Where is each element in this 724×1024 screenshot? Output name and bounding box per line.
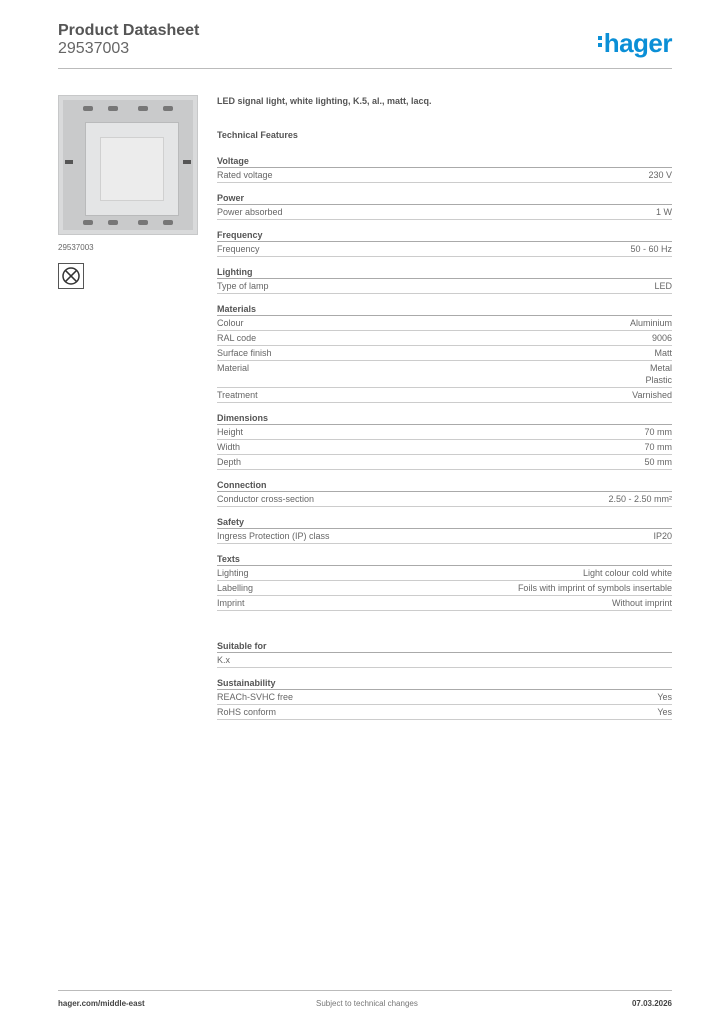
spec-value: 70 mm [644,442,672,452]
spec-row [217,361,672,388]
logo-text: hager [603,28,672,58]
spec-row [217,566,672,581]
section-title: Power [217,192,672,205]
technical-content [217,96,672,729]
spec-label: Width [217,442,241,452]
mounting-plate [63,100,193,230]
page-footer [58,990,672,1015]
footer-website-link[interactable]: hager.com/middle-east [58,999,145,1008]
spec-row [217,388,672,403]
spec-label: Labelling [217,583,254,593]
section-title: Materials [217,303,672,316]
spec-row [217,205,672,220]
section-title: Safety [217,516,672,529]
image-caption: 29537003 [58,243,94,252]
section-sustainability [217,677,672,720]
spec-label: Colour [217,318,244,328]
signal-light-frame [85,122,179,216]
spec-value: Aluminium [629,318,672,328]
spec-label: Power absorbed [217,207,283,217]
section-lighting [217,266,672,294]
spec-row [217,440,672,455]
section-suitable-for [217,640,672,668]
section-power [217,192,672,220]
spec-row [217,331,672,346]
spec-value: Without imprint [611,598,672,608]
section-title: Suitable for [217,640,672,653]
spec-row [217,316,672,331]
spec-row [217,492,672,507]
spec-label: Conductor cross-section [217,494,315,504]
section-title: Frequency [217,229,672,242]
spec-value: LED [654,281,672,291]
spec-row [217,596,672,611]
spec-value: Matt [654,348,672,358]
spec-row [217,529,672,544]
spec-value: Varnished [632,390,672,400]
section-title: Sustainability [217,677,672,690]
spec-label: Lighting [217,568,249,578]
spec-value: 50 - 60 Hz [630,244,672,254]
spec-value: 50 mm [644,457,672,467]
spec-value: IP20 [653,531,672,541]
footer-date: 07.03.2026 [631,999,672,1008]
spec-row [217,346,672,361]
spec-label: RoHS conform [217,707,277,717]
spec-label: Height [217,427,244,437]
spec-row [217,425,672,440]
product-image [58,95,198,235]
spec-row [217,168,672,183]
spec-label: RAL code [217,333,257,343]
spec-label: Type of lamp [217,281,269,291]
spec-value: 1 W [655,207,672,217]
spec-row [217,279,672,294]
spec-label: Depth [217,457,242,467]
spec-value: 70 mm [644,427,672,437]
section-texts [217,553,672,611]
spec-label: Ingress Protection (IP) class [217,531,330,541]
section-title: Voltage [217,155,672,168]
spec-label: Surface finish [217,348,272,358]
spec-value: Yes [657,692,672,702]
spec-value: 2.50 - 2.50 mm² [608,494,672,504]
page-title: Product Datasheet [58,22,200,39]
section-connection [217,479,672,507]
signal-lamp-icon [58,263,84,289]
additional-sections [217,640,672,720]
spec-row [217,242,672,257]
section-materials [217,303,672,403]
spec-label: Material [217,363,250,373]
spec-value: Yes [657,707,672,717]
section-title: Texts [217,553,672,566]
section-title: Dimensions [217,412,672,425]
spec-label: K.x [217,655,231,665]
spec-value: Metal Plastic [645,363,672,385]
spec-row [217,705,672,720]
feature-sections [217,155,672,611]
spec-value: Light colour cold white [582,568,672,578]
spec-value: Foils with imprint of symbols insertable [517,583,672,593]
signal-light-lens [100,137,164,201]
footer-notice: Subject to technical changes [316,999,418,1008]
spec-label: Imprint [217,598,245,608]
section-title: Connection [217,479,672,492]
product-number: 29537003 [58,40,130,57]
spec-value: 230 V [648,170,672,180]
section-frequency [217,229,672,257]
page-header [58,20,672,69]
spec-row [217,653,672,668]
spec-row [217,690,672,705]
spec-label: REACh-SVHC free [217,692,294,702]
spec-value: 9006 [651,333,672,343]
spec-label: Treatment [217,390,258,400]
section-voltage [217,155,672,183]
logo-dots-icon [598,33,602,50]
hager-logo [598,28,672,59]
features-title: Technical Features [217,130,298,140]
section-title: Lighting [217,266,672,279]
spec-row [217,455,672,470]
section-safety [217,516,672,544]
product-description: LED signal light, white lighting, K.5, al., matt, lacq. [217,96,432,106]
section-dimensions [217,412,672,470]
spec-row [217,581,672,596]
spec-label: Rated voltage [217,170,273,180]
spec-label: Frequency [217,244,260,254]
